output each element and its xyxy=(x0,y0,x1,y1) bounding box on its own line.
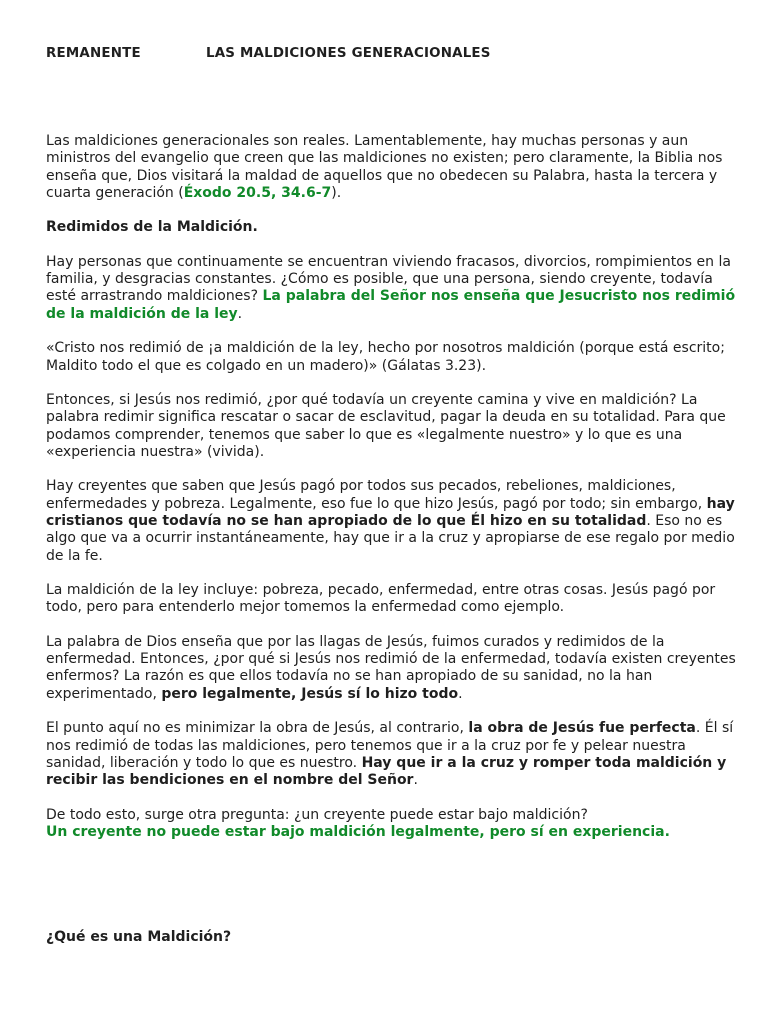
paragraph-creyentes-end: . Eso no es algo que va a ocurrir instantáneamente, hay que ir a la cruz y apropiarse de ese regalo por medio de la fe. xyxy=(46,512,735,564)
paragraph-punto-mid: . Él sí nos redimió de todas las maldiciones, pero tenemos que ir a la cruz por fe y pelear nuestra sanidad, liberación y todo lo que es nuestro. xyxy=(46,720,734,771)
highlight-answer: Un creyente no puede estar bajo maldición legalmente, pero sí en experiencia. xyxy=(46,823,670,840)
paragraph-pregunta-text: De todo esto, surge otra pregunta: ¿un creyente puede estar bajo maldición? xyxy=(46,806,588,823)
section-heading-que-es: ¿Qué es una Maldición? xyxy=(46,929,232,945)
scripture-reference: Éxodo 20.5, 34.6-7 xyxy=(183,184,332,201)
emphasis-apropiado: hay cristianos que todavía no se han apropiado de lo que Él hizo en su totalidad xyxy=(46,495,735,529)
paragraph-llagas xyxy=(46,634,736,703)
document-body xyxy=(46,133,736,858)
paragraph-creyentes-text: Hay creyentes que saben que Jesús pagó por todos sus pecados, rebeliones, maldiciones, enfermedades y pobreza. Legalmente, eso fue lo que hizo Jesús, pagó por todo; sin embargo, xyxy=(46,478,707,512)
paragraph-intro xyxy=(46,133,736,202)
paragraph-punto-text: El punto aquí no es minimizar la obra de Jesús, al contrario, xyxy=(46,720,469,737)
paragraph-personas-text: Hay personas que continuamente se encuentran viviendo fracasos, divorcios, rompimientos en la familia, y desgracias constantes. ¿Cómo es posible, que una persona, siendo creyente, todavía esté arrastrando maldiciones? xyxy=(46,253,731,305)
emphasis-obra-perfecta: la obra de Jesús fue perfecta xyxy=(468,720,696,737)
emphasis-legalmente: pero legalmente, Jesús sí lo hizo todo xyxy=(161,685,459,702)
paragraph-personas-end: . xyxy=(237,305,243,322)
paragraph-galatas-quote: «Cristo nos redimió de ¡a maldición de la ley, hecho por nosotros maldición (porque está escrito; Maldito todo el que es colgado en un madero)» (Gálatas 3.23). xyxy=(46,340,725,374)
emphasis-romper-maldicion: Hay que ir a la cruz y romper toda maldición y recibir las bendiciones en el nombre del Señor xyxy=(46,754,727,789)
paragraph-llagas-text: La palabra de Dios enseña que por las llagas de Jesús, fuimos curados y redimidos de la enfermedad. Entonces, ¿por qué si Jesús nos redimió de la enfermedad, todavía existen creyentes enfermos? La razón es que ellos todavía no se han apropiado de su sanidad, no la han experimentado, xyxy=(46,633,736,702)
header-label: REMANENTE xyxy=(46,46,141,61)
paragraph-personas xyxy=(46,254,736,323)
paragraph-punto xyxy=(46,720,736,789)
paragraph-maldicion-ley: La maldición de la ley incluye: pobreza, pecado, enfermedad, entre otras cosas. Jesús pagó por todo, pero para entenderlo mejor tomemos la enfermedad como ejemplo. xyxy=(46,582,716,616)
paragraph-creyentes xyxy=(46,478,736,564)
highlight-redemption: La palabra del Señor nos enseña que Jesucristo nos redimió de la maldición de la ley xyxy=(46,288,736,322)
paragraph-pregunta xyxy=(46,807,736,842)
paragraph-llagas-end: . xyxy=(458,685,463,702)
paragraph-punto-end: . xyxy=(413,772,418,789)
document-header xyxy=(46,46,491,61)
section-heading-redimidos: Redimidos de la Maldición. xyxy=(46,219,258,236)
paragraph-intro-end: ). xyxy=(331,184,342,201)
paragraph-redimir: Entonces, si Jesús nos redimió, ¿por qué todavía un creyente camina y vive en maldición? La palabra redimir significa rescatar o sacar de esclavitud, pagar la deuda en su totalidad. Para que podamos comprender, tenemos que saber lo que es «legalmente nuestro» y lo que es una «experiencia nuestra» (vivida). xyxy=(46,392,726,460)
paragraph-intro-text: Las maldiciones generacionales son reales. Lamentablemente, hay muchas personas y aun ministros del evangelio que creen que las maldiciones no existen; pero claramente, la Biblia nos enseña que, Dios visitará la maldad de aquellos que no obedecen su Palabra, hasta la tercera y cuarta generación ( xyxy=(46,133,723,201)
document-title: LAS MALDICIONES GENERACIONALES xyxy=(206,46,491,61)
